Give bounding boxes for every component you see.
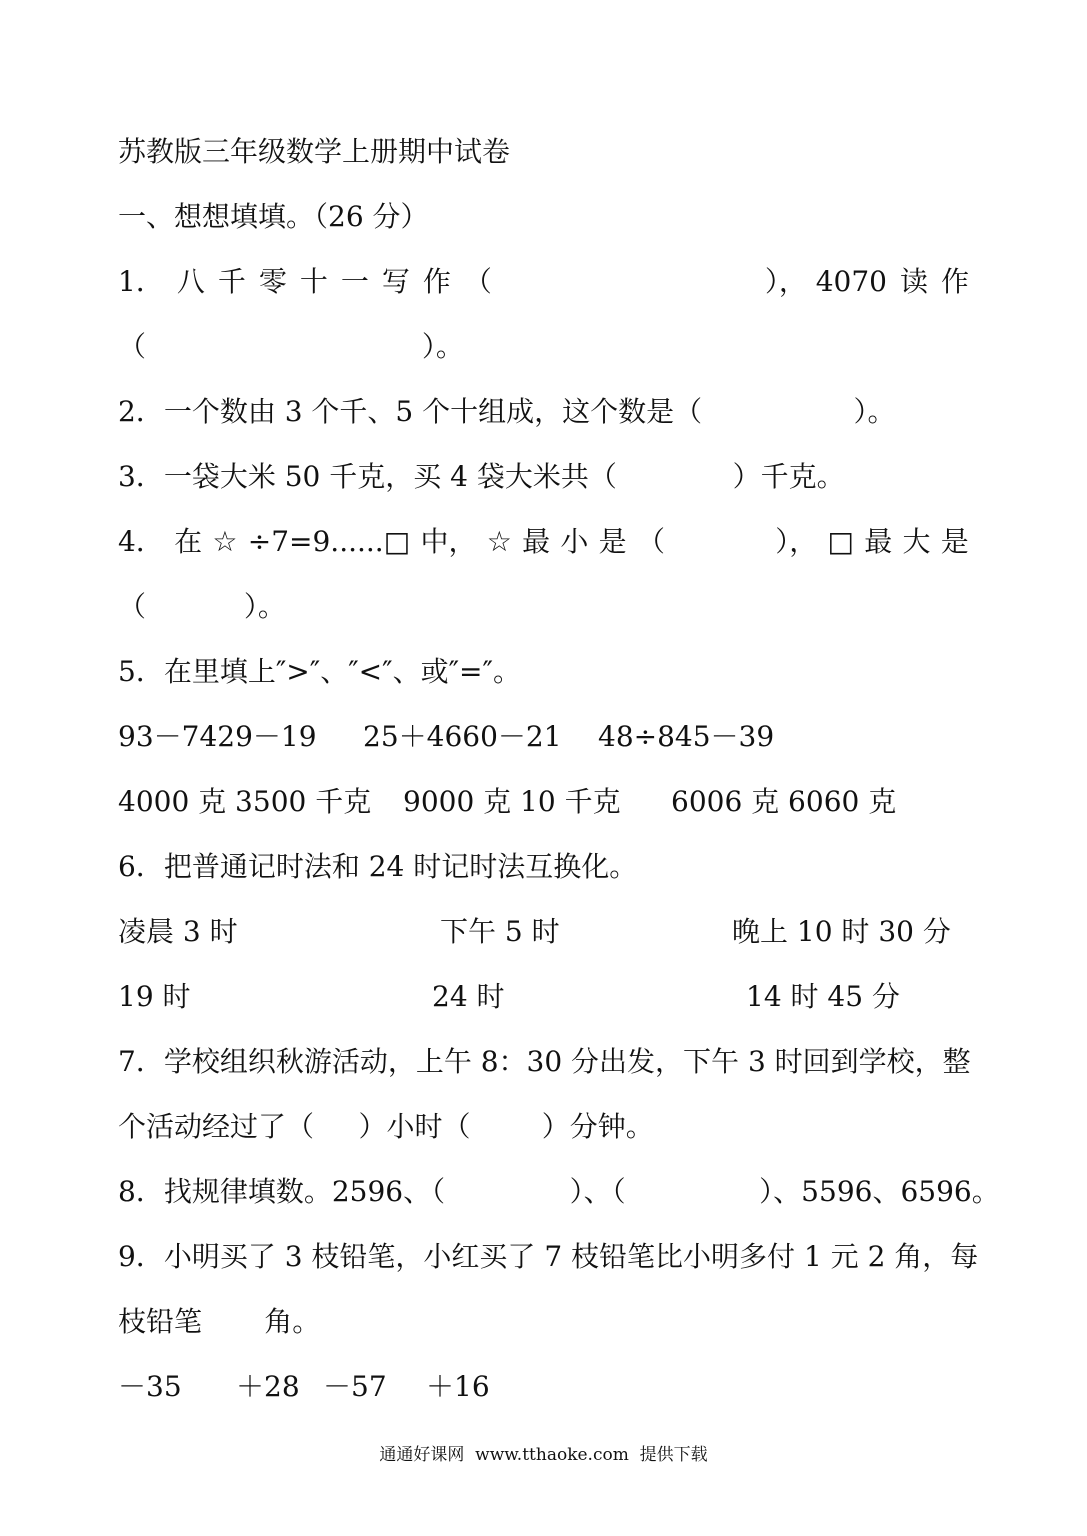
q4-part: 大 [902,525,931,558]
q4-part: ☆ [212,525,238,558]
question-9-continued: 枝铅笔 角。 [118,1305,321,1338]
q1-part: 零 [258,265,287,298]
arithmetic-item: ＋16 [426,1370,490,1403]
question-6-row-1 [118,912,969,952]
arithmetic-item: －57 [323,1370,387,1403]
q4-part: ÷7=9......□ [247,525,411,558]
question-5-row-2 [118,782,969,822]
q1-part: 十 [299,265,328,298]
q1-part: 八 [176,265,205,298]
q4-part: （ [636,525,665,558]
q1-part: 一 [340,265,369,298]
page-footer: 通通好课网 www.tthaoke.com 提供下载 [379,1445,708,1465]
question-4 [118,522,969,562]
q1-part: 作 [940,265,969,298]
arithmetic-item: ＋28 [236,1370,300,1403]
q1-part: ）， 4070 [764,265,887,298]
comparison-item: 4000 克 3500 千克 [118,785,372,818]
question-5-row-1 [118,717,969,757]
time-item: 14 时 45 分 [746,980,900,1013]
question-7-continued: 个活动经过了（ ）小时（ ）分钟。 [118,1110,654,1143]
arithmetic-item: －35 [118,1370,182,1403]
time-item: 24 时 [432,980,505,1013]
time-item: 凌晨 3 时 [118,915,238,948]
q4-part: ☆ [486,525,512,558]
q4-part: □ [827,525,854,558]
q4-part: ）， [775,525,818,558]
q4-part: 最 [522,525,551,558]
question-1 [118,262,969,302]
question-5: 5．在里填上″>″、″<″、或″=″。 [118,655,521,688]
q1-part: 千 [217,265,246,298]
comparison-item: 6006 克 6060 克 [671,785,897,818]
comparison-item: 25＋4660－21 [363,720,562,753]
q4-part: 小 [560,525,589,558]
q1-part: 写 [381,265,410,298]
q1-part: 作 [422,265,451,298]
question-6-row-2 [118,977,969,1017]
comparison-item: 9000 克 10 千克 [403,785,621,818]
q4-part: 最 [864,525,893,558]
time-item: 19 时 [118,980,191,1013]
question-6: 6．把普通记时法和 24 时记时法互换化。 [118,850,638,883]
q4-part: 是 [598,525,627,558]
q1-part: 1． [118,265,164,298]
q1-part: （ [463,265,492,298]
question-8: 8．找规律填数。2596、（ ）、（ ）、5596、6596。 [118,1175,1000,1208]
question-2: 2．一个数由 3 个千、5 个十组成，这个数是（ ）。 [118,395,896,428]
question-1-continued: （ ）。 [118,330,464,363]
comparison-item: 93－7429－19 [118,720,317,753]
arithmetic-row [118,1367,969,1407]
comparison-item: 48÷845－39 [598,720,775,753]
q4-part: 在 [174,525,203,558]
q1-part: 读 [899,265,928,298]
question-9: 9．小明买了 3 枝铅笔，小红买了 7 枝铅笔比小明多付 1 元 2 角，每 [118,1240,979,1273]
q4-part: 中， [420,525,477,558]
page-title: 苏教版三年级数学上册期中试卷 [118,135,511,168]
time-item: 下午 5 时 [440,915,560,948]
question-4-continued: （ ）。 [118,590,286,623]
question-7: 7．学校组织秋游活动，上午 8：30 分出发，下午 3 时回到学校，整 [118,1045,971,1078]
question-3: 3．一袋大米 50 千克，买 4 袋大米共（ ）千克。 [118,460,845,493]
q4-part: 是 [940,525,969,558]
section-heading: 一、想想填填。（26 分） [118,200,429,233]
q4-part: 4． [118,525,164,558]
time-item: 晚上 10 时 30 分 [732,915,951,948]
